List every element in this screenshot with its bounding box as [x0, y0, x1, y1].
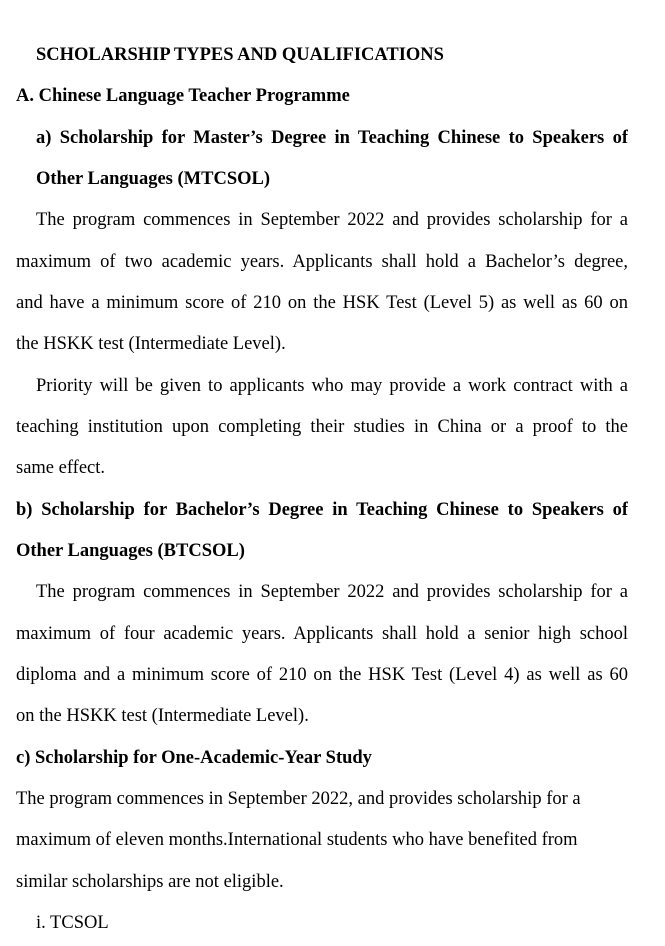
subheading-c-one-year: [16, 738, 628, 779]
text-line: maximum of two academic years. Applicants shall hold a Bachelor’s degree,: [16, 251, 628, 272]
text-line: on the HSKK test (Intermediate Level).: [16, 706, 309, 727]
text-line: maximum of eleven months.International students who have benefited from: [16, 830, 578, 851]
paragraph-mtcsol-details: [16, 200, 628, 365]
text-line: maximum of four academic years. Applicants shall hold a senior high school: [16, 623, 628, 644]
text-line: and have a minimum score of 210 on the HSK Test (Level 5) as well as 60 on: [16, 292, 628, 313]
subheading-b-btcsol: [16, 490, 628, 573]
paragraph-btcsol-details: [16, 572, 628, 737]
text-line: the HSKK test (Intermediate Level).: [16, 334, 286, 355]
paragraph-priority: [16, 366, 628, 490]
text-line: similar scholarships are not eligible.: [16, 871, 284, 892]
text-line: SCHOLARSHIP TYPES AND QUALIFICATIONS: [36, 45, 444, 65]
text-line: The program commences in September 2022 and provides scholarship for a: [36, 582, 628, 603]
document-title: [16, 35, 628, 76]
text-line: Other Languages (BTCSOL): [16, 540, 245, 561]
text-line: i. TCSOL: [36, 912, 109, 933]
text-line: Priority will be given to applicants who may provide a work contract with a: [36, 375, 628, 396]
text-line: c) Scholarship for One-Academic-Year Study: [16, 747, 372, 768]
text-line: The program commences in September 2022, and provides scholarship for a: [16, 788, 581, 809]
paragraph-one-year-details: [16, 779, 628, 903]
text-line: same effect.: [16, 458, 106, 479]
subheading-a-mtcsol: [16, 118, 628, 201]
text-line: A. Chinese Language Teacher Programme: [16, 86, 350, 107]
text-line: a) Scholarship for Master’s Degree in Teaching Chinese to Speakers of: [36, 127, 628, 148]
text-line: teaching institution upon completing their studies in China or a proof to the: [16, 416, 628, 437]
text-line: The program commences in September 2022 and provides scholarship for a: [36, 210, 628, 231]
list-item-tcsol: [16, 903, 628, 944]
text-line: diploma and a minimum score of 210 on the HSK Test (Level 4) as well as 60: [16, 664, 628, 685]
text-line: b) Scholarship for Bachelor’s Degree in Teaching Chinese to Speakers of: [16, 499, 628, 520]
section-heading-a: [16, 76, 628, 117]
text-line: Other Languages (MTCSOL): [36, 168, 271, 189]
